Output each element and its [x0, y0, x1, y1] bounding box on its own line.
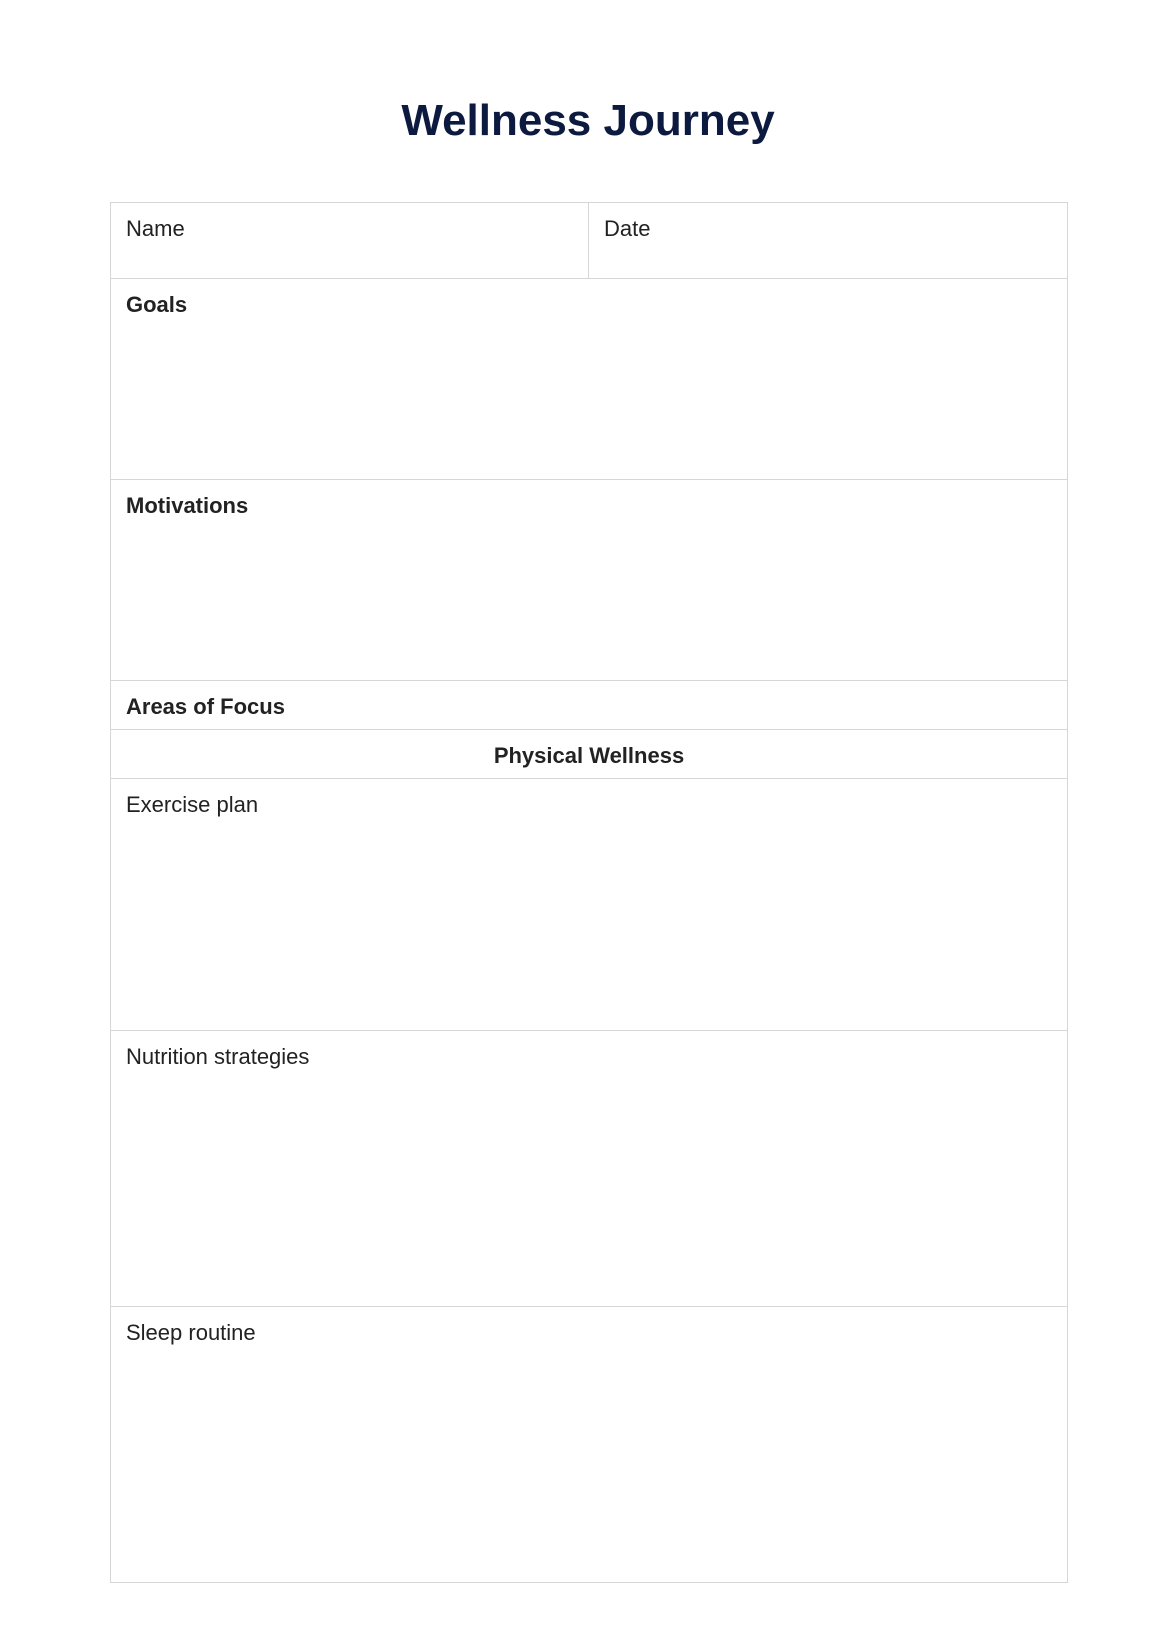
areas-of-focus-row: [111, 681, 1068, 730]
sleep-routine-label: Sleep routine: [126, 1320, 256, 1345]
name-field[interactable]: [111, 203, 589, 279]
nutrition-strategies-field[interactable]: [111, 1031, 1068, 1307]
motivations-label: Motivations: [126, 493, 249, 518]
physical-wellness-cell: [111, 730, 1068, 779]
areas-of-focus-cell: [111, 681, 1068, 730]
name-label: Name: [126, 216, 185, 241]
exercise-plan-label: Exercise plan: [126, 792, 259, 817]
goals-row: [111, 279, 1068, 480]
date-label: Date: [604, 216, 651, 241]
goals-field[interactable]: [111, 279, 1068, 480]
goals-label: Goals: [126, 292, 188, 317]
motivations-row: [111, 480, 1068, 681]
exercise-plan-field[interactable]: [111, 779, 1068, 1031]
sleep-routine-row: [111, 1307, 1068, 1583]
nutrition-strategies-label: Nutrition strategies: [126, 1044, 310, 1069]
page-title: Wellness Journey: [401, 96, 775, 145]
wellness-form-table: [110, 202, 1068, 1583]
physical-wellness-row: [111, 730, 1068, 779]
name-date-row: [111, 203, 1068, 279]
exercise-plan-row: [111, 779, 1068, 1031]
physical-wellness-heading: Physical Wellness: [493, 743, 685, 768]
areas-of-focus-label: Areas of Focus: [126, 694, 285, 719]
date-field[interactable]: [589, 203, 1068, 279]
nutrition-strategies-row: [111, 1031, 1068, 1307]
motivations-field[interactable]: [111, 480, 1068, 681]
sleep-routine-field[interactable]: [111, 1307, 1068, 1583]
